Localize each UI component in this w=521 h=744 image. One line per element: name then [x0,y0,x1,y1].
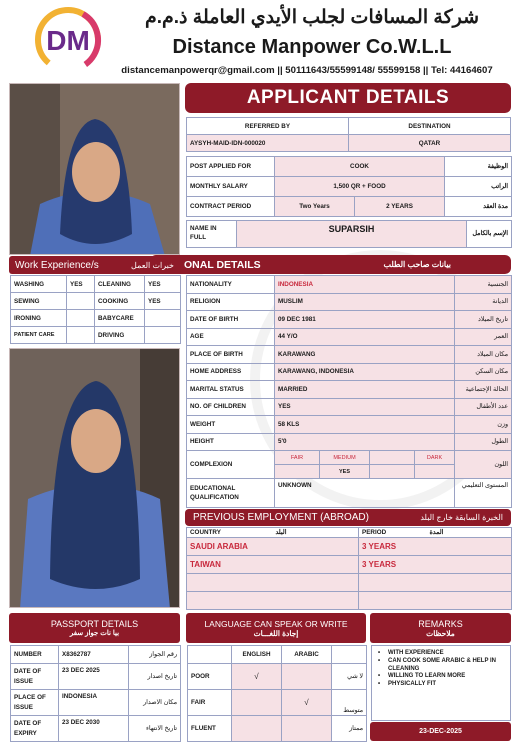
passport-title-ar: بيا نات جواز سفر [69,630,120,637]
expiry-date-label-ar: تاريخ الانتهاء [129,716,181,742]
company-name-arabic: شركة المسافات لجلب الأيدي العاملة ذ.م.م [144,7,480,28]
complexion-label-ar: اللون [455,451,512,479]
children-label-ar: عدد الأطفال [455,398,512,416]
pob-value: KARAWANG [275,346,455,364]
applicant-photo-full [9,348,180,608]
skill-ironing: IRONING [11,310,67,327]
employment-country-1: SAUDI ARABIA [187,538,359,556]
post-label-ar: الوظيفة [445,157,512,177]
children-label: NO. OF CHILDREN [187,398,275,416]
personal-details-title-ar: بيانات صاحب الطلب [383,260,451,269]
nationality-label-ar: الجنسية [455,276,512,294]
country-label: COUNTRY [187,528,273,538]
language-header [186,613,366,643]
passport-number-label: NUMBER [11,646,59,664]
applicant-photo-portrait [9,83,180,255]
post-label: POST APPLIED FOR [187,157,275,177]
arabic-fluent-mark [282,716,332,742]
weight-label-ar: وزن [455,416,512,434]
complexion-dark: DARK [415,451,455,465]
arabic-column: ARABIC [282,646,332,664]
contact-line: distancemanpowerqr@gmail.com || 50111643/55599148/ 55599158 || Tel: 44164607 [121,65,493,76]
contract-label: CONTRACT PERIOD [187,197,275,217]
issue-place: INDONESIA [59,690,129,716]
personal-details-header [150,255,511,274]
nationality-value: INDONESIA [275,276,455,294]
salary-label-ar: الراتب [445,177,512,197]
education-label-ar: المستوى التعليمي [455,479,512,508]
language-title: LANGUAGE CAN SPEAK OR WRITE [204,618,348,629]
salary-value: 1,500 QR + FOOD [275,177,445,197]
skill-sewing-value [67,293,95,310]
english-poor-checkmark-icon: √ [232,664,282,690]
education-value: UNKNOWN [275,479,455,508]
passport-number-label-ar: رقم الجواز [129,646,181,664]
skill-cleaning: CLEANING [95,276,145,293]
marital-label-ar: الحالة الإجتماعية [455,381,512,399]
reference-code: AYSYH-MAID-IDN-000020 [187,135,349,152]
complexion-label: COMPLEXION [187,451,275,479]
remarks-header [370,613,511,643]
age-value: 44 Y/O [275,328,455,346]
referred-by-label: REFERRED BY [187,118,349,135]
skill-cooking-value: YES [145,293,181,310]
remarks-date: 23-DEC-2025 [370,722,511,741]
company-logo [32,4,104,76]
level-poor: POOR [188,664,232,690]
weight-value: 58 KLS [275,416,455,434]
level-fluent: FLUENT [188,716,232,742]
weight-label: WEIGHT [187,416,275,434]
bullet-icon: • [378,673,381,680]
expiry-date-label: DATE OF EXPIRY [11,716,59,742]
english-fair-mark [232,690,282,716]
children-value: YES [275,398,455,416]
english-fluent-mark [232,716,282,742]
age-label-ar: العمر [455,328,512,346]
skill-driving-value [145,327,181,344]
passport-number: X8362787 [59,646,129,664]
pob-label: PLACE OF BIRTH [187,346,275,364]
issue-date: 23 DEC 2025 [59,664,129,690]
previous-employment-header [185,509,511,526]
remarks-list [371,645,511,721]
previous-employment-title-ar: الخبرة السابقة خارج البلد [420,513,503,522]
complexion-medium: MEDIUM [320,451,370,465]
height-label-ar: الطول [455,433,512,451]
remarks-title: REMARKS [418,618,463,629]
language-title-ar: إجادة اللغـــات [253,628,299,638]
salary-label: MONTHLY SALARY [187,177,275,197]
previous-employment-title: PREVIOUS EMPLOYMENT (ABROAD) [193,512,369,523]
contract-label-ar: مدة العقد [445,197,512,217]
contract-value: Two Years [275,197,355,217]
height-label: HEIGHT [187,433,275,451]
applicant-name: SUPARSIH [237,221,467,248]
remark-item: CAN COOK SOME ARABIC & HELP IN CLEANING [388,657,497,672]
post-value: COOK [275,157,445,177]
period-label-ar: المدة [427,528,512,538]
level-fair: FAIR [188,690,232,716]
skill-washing-value: YES [67,276,95,293]
logo-letters: DM [46,25,90,56]
address-label-ar: مكان السكن [455,363,512,381]
education-label: EDUCATIONAL QUALIFICATION [187,479,275,508]
address-value: KARAWANG, INDONESIA [275,363,455,381]
address-label: HOME ADDRESS [187,363,275,381]
skill-patient-care: PATIENT CARE [11,327,67,344]
remark-item: WILLING TO LEARN MORE [388,673,466,680]
religion-label: RELIGION [187,293,275,311]
complexion-fair: FAIR [275,451,320,465]
marital-label: MARITAL STATUS [187,381,275,399]
skill-cooking: COOKING [95,293,145,310]
skill-patient-care-value [67,327,95,344]
passport-title: PASSPORT DETAILS [50,619,139,629]
level-fluent-ar: ممتاز [332,716,367,742]
issue-place-label-ar: مكان الاصدار [129,690,181,716]
religion-label-ar: الديانة [455,293,512,311]
expiry-date: 23 DEC 2030 [59,716,129,742]
employment-period-2: 3 YEARS [359,556,512,574]
bullet-icon: • [378,650,381,656]
company-name: Distance Manpower Co.W.L.L [172,36,452,58]
english-column: ENGLISH [232,646,282,664]
applicant-details-title: APPLICANT DETAILS [185,83,511,113]
remark-item: WITH EXPERIENCE [388,650,444,656]
level-fair-ar: متوسط [332,690,367,716]
passport-header [9,613,180,643]
marital-value: MARRIED [275,381,455,399]
employment-country-2: TAIWAN [187,556,359,574]
work-experience-header [9,256,180,274]
issue-date-label-ar: تاريخ اصدار [129,664,181,690]
complexion-selected: YES [320,465,370,479]
contract-value-2: 2 YEARS [355,197,445,217]
dob-label: DATE OF BIRTH [187,311,275,329]
bullet-icon: • [378,657,381,664]
name-label: NAME IN FULL [187,221,237,248]
issue-place-label: PLACE OF ISSUE [11,690,59,716]
pob-label-ar: مكان الميلاد [455,346,512,364]
remarks-title-ar: ملاحظات [426,628,455,638]
work-experience-title: Work Experience/s [15,259,99,271]
period-label: PERIOD [359,528,427,538]
skill-sewing: SEWING [11,293,67,310]
skill-washing: WASHING [11,276,67,293]
height-value: 5'0 [275,433,455,451]
skill-babycare: BABYCARE [95,310,145,327]
skill-driving: DRIVING [95,327,145,344]
country-label-ar: البلد [273,528,359,538]
personal-details-title: ONAL DETAILS [184,258,261,271]
destination-label: DESTINATION [349,118,511,135]
arabic-poor-mark [282,664,332,690]
dob-label-ar: تاريخ الميلاد [455,311,512,329]
bullet-icon: • [378,681,381,688]
work-experience-title-ar: خبرات العمل [131,260,174,270]
nationality-label: NATIONALITY [187,276,275,294]
age-label: AGE [187,328,275,346]
arabic-fair-checkmark-icon: √ [282,690,332,716]
remark-item: PHYSICALLY FIT [388,681,437,688]
skill-ironing-value [67,310,95,327]
employment-period-1: 3 YEARS [359,538,512,556]
destination-value: QATAR [349,135,511,152]
skill-cleaning-value: YES [145,276,181,293]
religion-value: MUSLIM [275,293,455,311]
dob-value: 09 DEC 1981 [275,311,455,329]
level-poor-ar: لا شي [332,664,367,690]
name-label-ar: الإسم بالكامل [467,221,512,248]
issue-date-label: DATE OF ISSUE [11,664,59,690]
skill-babycare-value [145,310,181,327]
